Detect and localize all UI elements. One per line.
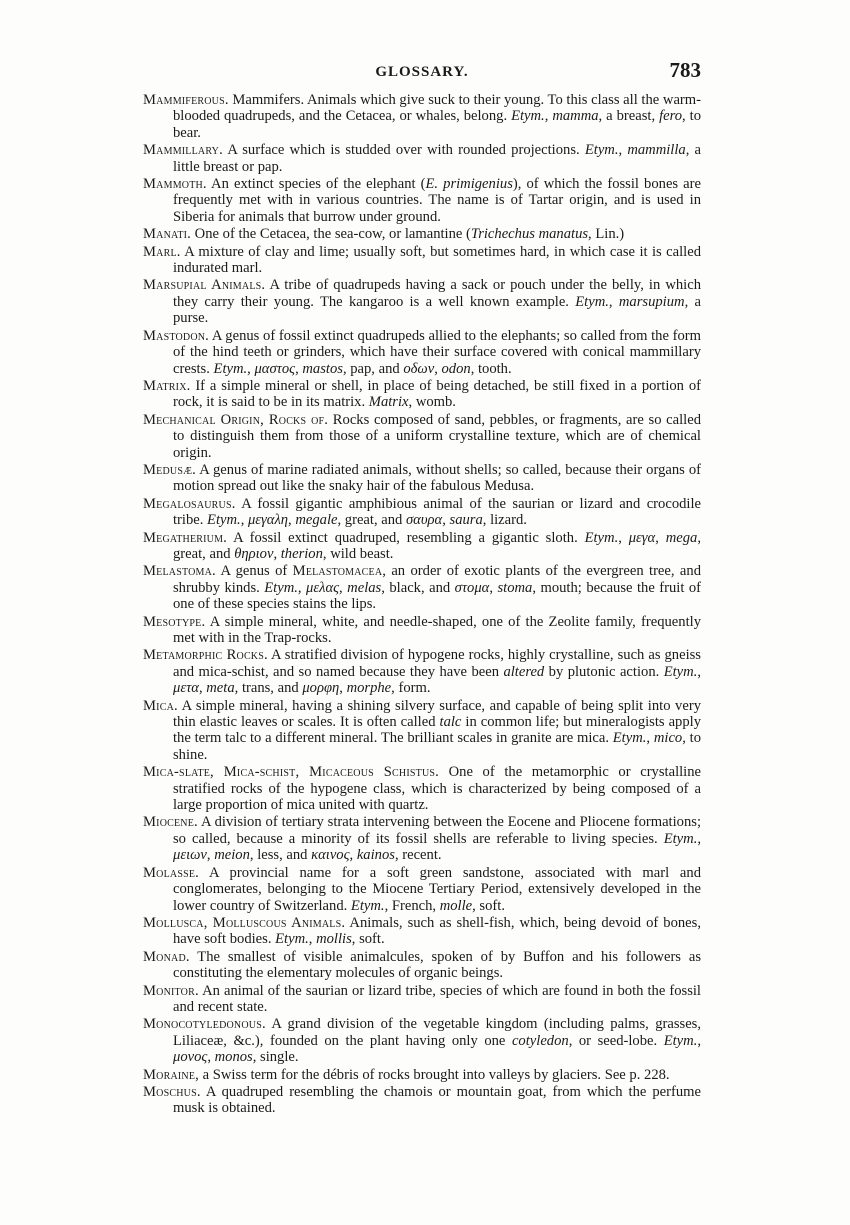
- entry-definition: One of the Cetacea, the sea-cow, or lamantine (Trichechus manatus, Lin.): [191, 226, 625, 243]
- running-title: GLOSSARY.: [375, 64, 469, 80]
- glossary-entry: [143, 226, 701, 242]
- entry-term: Manati.: [143, 226, 192, 243]
- glossary-entry: [143, 92, 701, 141]
- entry-term: Monad.: [143, 948, 190, 965]
- glossary-entry: [143, 865, 701, 914]
- entry-term: Mammoth.: [143, 176, 207, 193]
- glossary-entry: [143, 378, 701, 411]
- glossary-entry: [143, 647, 701, 696]
- glossary-entry: [143, 764, 701, 813]
- glossary-entry: [143, 915, 701, 948]
- entry-term: Mammillary.: [143, 142, 223, 159]
- glossary-entry: [143, 328, 701, 377]
- glossary-entry: [143, 698, 701, 764]
- entry-term: Mica-slate, Mica-schist, Micaceous Schistus.: [143, 764, 439, 781]
- entry-definition: A simple mineral, having a shining silvery surface, and capable of being split into very thin elastic leaves or scales. It is often called talc in common life; but mineralogists apply the term talc to a different mineral. The brilliant scales in granite are mica. Etym., mico, to shine.: [173, 697, 701, 763]
- entry-definition: A division of tertiary strata intervening between the Eocene and Pliocene formations; so called, because a minority of its fossil shells are referable to living species. Etym., μειων, meion, less, and καινος, kainos, recent.: [173, 814, 701, 864]
- entry-definition: A simple mineral, white, and needle-shaped, one of the Zeolite family, frequently met with in the Trap-rocks.: [173, 613, 701, 646]
- entry-definition: A genus of marine radiated animals, without shells; so called, because their organs of motion spread out like the snaky hair of the fabulous Medusa.: [173, 461, 701, 495]
- glossary-entry: [143, 983, 701, 1016]
- glossary-entry: [143, 1084, 701, 1117]
- glossary-entry: [143, 949, 701, 982]
- entry-definition: A grand division of the vegetable kingdom (including palms, grasses, Liliaceæ, &c.), founded on the plant having only one cotyledon, or seed-lobe. Etym., μονος, monos, single.: [173, 1016, 701, 1066]
- entry-definition: Rocks composed of sand, pebbles, or fragments, are so called to distinguish them from those of a uniform crystalline texture, which are of chemical origin.: [173, 411, 701, 461]
- page-header: [143, 58, 701, 86]
- glossary-entry: [143, 530, 701, 563]
- entry-definition: a Swiss term for the débris of rocks brought into valleys by glaciers. See p. 228.: [199, 1066, 670, 1083]
- entry-term: Mollusca, Molluscous Animals.: [143, 914, 346, 931]
- entry-definition: A fossil gigantic amphibious animal of the saurian or lizard and crocodile tribe. Etym., μεγαλη, megale, great, and σαυρα, saura, lizard.: [173, 495, 701, 529]
- glossary-entry: [143, 462, 701, 495]
- glossary-entry: [143, 814, 701, 863]
- entry-term: Matrix.: [143, 377, 191, 394]
- entry-term: Medusæ.: [143, 461, 197, 478]
- entry-term: Monocotyledonous.: [143, 1016, 266, 1033]
- entry-definition: An animal of the saurian or lizard tribe, species of which are found in both the fossil and recent state.: [173, 982, 701, 1015]
- entry-term: Molasse.: [143, 864, 200, 881]
- glossary-entry: [143, 277, 701, 326]
- entry-term: Moraine,: [143, 1066, 199, 1083]
- entry-definition: A quadruped resembling the chamois or mountain goat, from which the perfume musk is obtained.: [173, 1083, 701, 1117]
- entry-definition: A genus of Melastomacea, an order of exotic plants of the evergreen tree, and shrubby kinds. Etym., μελας, melas, black, and στομα, stoma, mouth; because the fruit of one of these species stains the lips.: [173, 563, 702, 613]
- glossary-entry: [143, 1016, 701, 1065]
- entry-term: Mammiferous.: [143, 92, 229, 108]
- entry-term: Megalosaurus.: [143, 495, 236, 512]
- entry-term: Mesotype.: [143, 613, 206, 630]
- entry-term: Marsupial Animals.: [143, 277, 266, 294]
- entry-definition: If a simple mineral or shell, in place of being detached, be still fixed in a portion of rock, it is said to be in its matrix. Matrix, womb.: [173, 377, 701, 411]
- entry-term: Monitor.: [143, 982, 199, 999]
- entry-definition: A genus of fossil extinct quadrupeds allied to the elephants; so called from the form of the hind teeth or grinders, which have their surface covered with conical mammillary crests. Etym., μαστος, mastos, pap, and οδων, odon, tooth.: [173, 327, 701, 377]
- entry-definition: One of the metamorphic or crystalline stratified rocks of the hypogene class, which is characterized by being composed of a large proportion of mica united with quartz.: [173, 764, 702, 814]
- entry-definition: The smallest of visible animalcules, spoken of by Buffon and his followers as constituting the elementary molecules of organic beings.: [173, 948, 701, 982]
- entry-definition: Mammifers. Animals which give suck to their young. To this class all the warm-blooded quadrupeds, and the Cetacea, or whales, belong. Etym., mamma, a breast, fero, to bear.: [173, 92, 701, 141]
- glossary-entry: [143, 1067, 701, 1083]
- entry-term: Mica.: [143, 697, 178, 714]
- entry-definition: An extinct species of the elephant (E. primigenius), of which the fossil bones are frequently met with in various countries. The name is of Tartar origin, and is used in Siberia for animals that burrow under ground.: [173, 176, 701, 225]
- entry-term: Miocene.: [143, 814, 198, 831]
- entry-definition: A mixture of clay and lime; usually soft, but sometimes hard, in which case it is called indurated marl.: [173, 243, 701, 277]
- entry-definition: Animals, such as shell-fish, which, being devoid of bones, have soft bodies. Etym., mollis, soft.: [173, 914, 701, 948]
- entry-term: Megatherium.: [143, 529, 228, 546]
- entry-term: Mechanical Origin, Rocks of.: [143, 411, 329, 428]
- entry-definition: A stratified division of hypogene rocks, highly crystalline, such as gneiss and mica-schist, and so named because they have been altered by plutonic action. Etym., μετα, meta, trans, and μορφη, morphe, form.: [173, 647, 701, 697]
- glossary-entry: [143, 614, 701, 647]
- glossary-entries: [143, 92, 701, 1118]
- page-number: 783: [669, 58, 701, 82]
- entry-term: Melastoma.: [143, 563, 216, 580]
- glossary-entry: [143, 563, 701, 612]
- entry-term: Mastodon.: [143, 327, 210, 344]
- glossary-entry: [143, 176, 701, 225]
- glossary-entry: [143, 496, 701, 529]
- entry-term: Metamorphic Rocks.: [143, 647, 268, 664]
- glossary-entry: [143, 244, 701, 277]
- entry-definition: A fossil extinct quadruped, resembling a gigantic sloth. Etym., μεγα, mega, great, and θηριον, therion, wild beast.: [173, 529, 701, 562]
- entry-term: Marl.: [143, 243, 181, 260]
- glossary-entry: [143, 142, 701, 175]
- glossary-entry: [143, 412, 701, 461]
- entry-definition: A tribe of quadrupeds having a sack or pouch under the belly, in which they carry their young. The kangaroo is a well known example. Etym., marsupium, a purse.: [173, 277, 701, 327]
- entry-definition: A provincial name for a soft green sandstone, associated with marl and conglomerates, belonging to the Miocene Tertiary Period, extensively developed in the lower country of Switzerland. Etym., French, molle, soft.: [173, 864, 701, 914]
- entry-definition: A surface which is studded over with rounded projections. Etym., mammilla, a little breast or pap.: [173, 142, 702, 175]
- entry-term: Moschus.: [143, 1083, 201, 1100]
